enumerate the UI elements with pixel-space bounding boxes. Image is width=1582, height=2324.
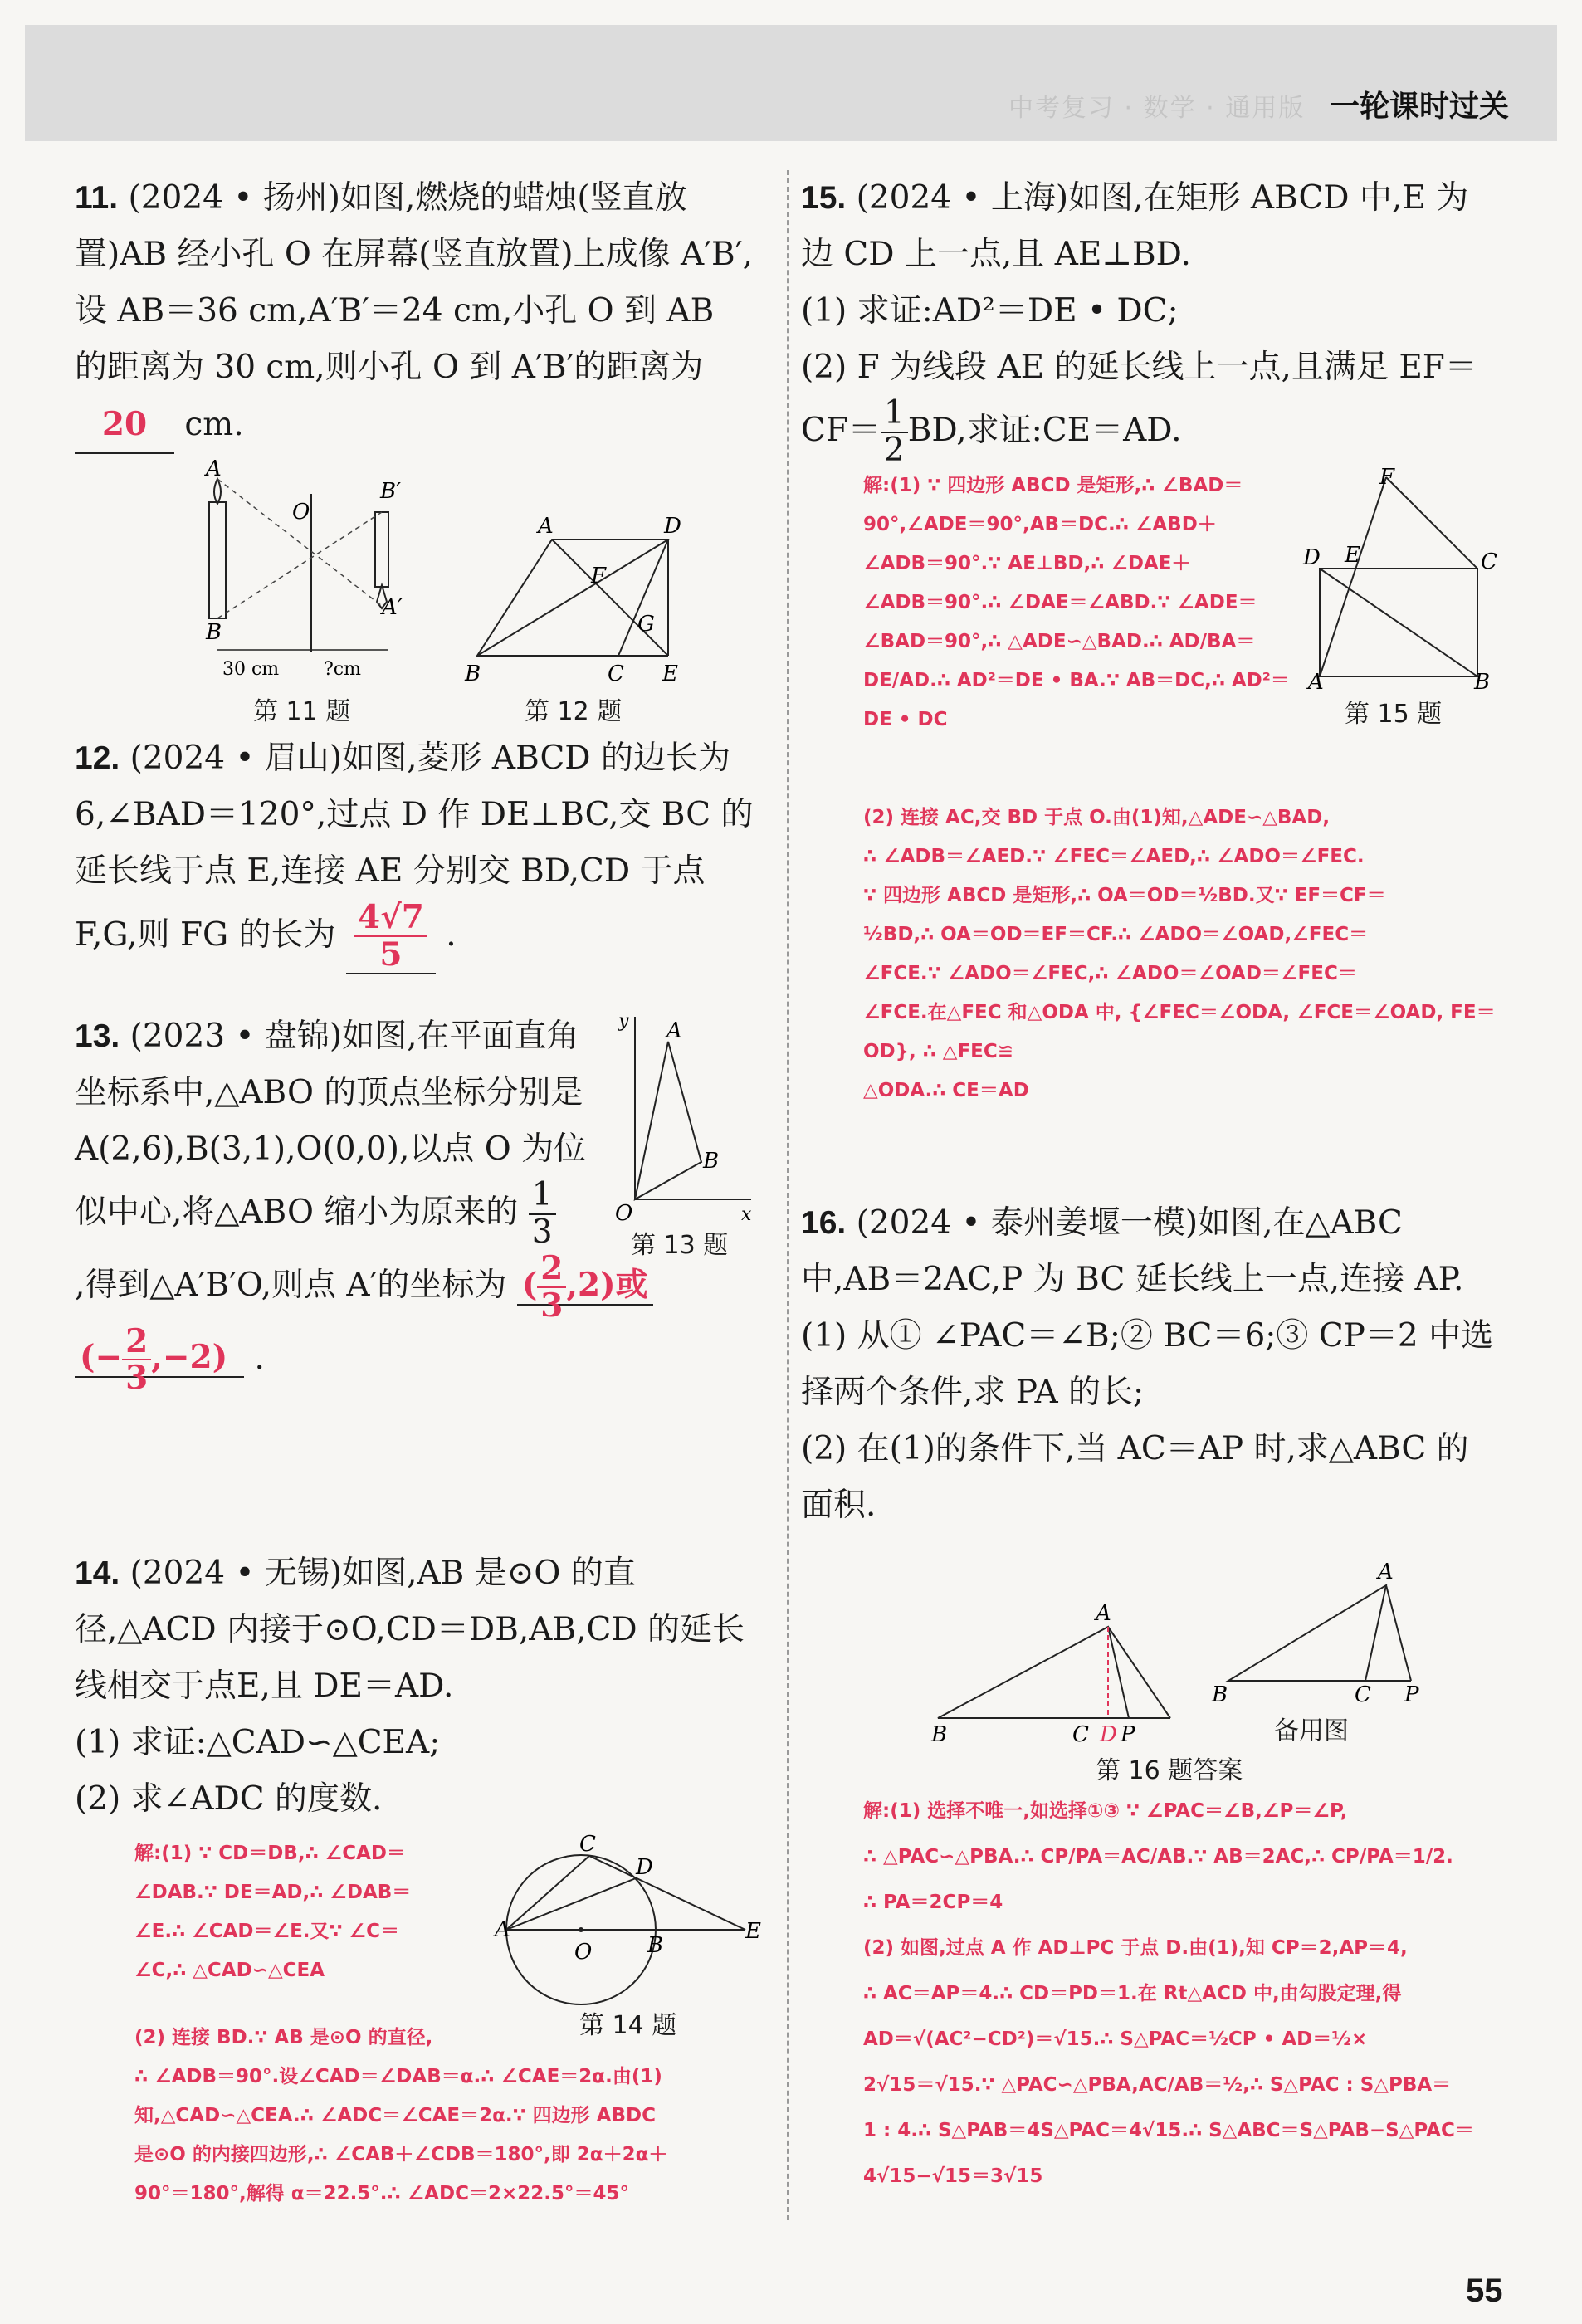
label-b: B [465, 662, 481, 686]
figure-caption-q11: 第 11 题 [253, 697, 351, 726]
label-d: D [1303, 545, 1321, 570]
label-c: C [1355, 1682, 1371, 1707]
answer-rest: ,2 [566, 1265, 601, 1304]
label-a: A [1308, 670, 1324, 695]
figure-caption-q12: 第 12 题 [525, 697, 623, 726]
solution-line: ∠E.∴ ∠CAD＝∠E.又∵ ∠C＝ [134, 1921, 400, 1942]
solution-line: 解:(1) 选择不唯一,如选择①③ ∵ ∠PAC＝∠B,∠P＝∠P, [863, 1800, 1348, 1822]
solution-q16 [863, 1789, 1511, 2200]
question-text: (2024 • 扬州)如图,燃烧的蜡烛(竖直放置)AB 经小孔 O 在屏幕(竖直放置)上成像 A′B′,设 AB＝36 cm,A′B′＝24 cm,小孔 O 到 AB 的距离为 30 cm,则小孔 O 到 A′B′的距离为 [75, 179, 753, 386]
question-part-2: (2) 求∠ADC 的度数. [75, 1780, 383, 1818]
label-unknown-cm: ?cm [324, 659, 361, 680]
column-divider [787, 170, 789, 2220]
question-number: 14. [75, 1555, 120, 1591]
question-part-1: (1) 求证:AD²＝DE • DC; [801, 292, 1179, 330]
page-header [25, 25, 1557, 141]
label-b: B [703, 1149, 720, 1174]
answer-a-prime: ( $\frac{2}{3}$ ,2)或 [517, 1266, 653, 1306]
label-o: O [574, 1940, 593, 1965]
label-g: G [637, 612, 655, 637]
label-b-prime: B′ [380, 479, 402, 504]
figure-q12 [465, 515, 689, 689]
page-number: 55 [1466, 2273, 1503, 2309]
solution-line: (2) 连接 AC,交 BD 于点 O.由(1)知,△ADE∽△BAD, [863, 807, 1331, 828]
numerator: 1 [529, 1178, 556, 1215]
figure-caption-q16: 第 16 题答案 [1096, 1756, 1243, 1785]
answer-numerator: 4√7 [354, 900, 427, 937]
solution-line: ∠C,∴ △CAD∽△CEA [134, 1960, 325, 1981]
label-d: D [1100, 1722, 1117, 1747]
label-d: D [664, 514, 681, 539]
question-part-2: (2) 在(1)的条件下,当 AC＝AP 时,求△ABC 的面积. [801, 1430, 1469, 1524]
question-number: 12. [75, 740, 120, 776]
answer-a-prime-2: (− $\frac{2}{3}$ ,−2) [75, 1338, 244, 1378]
label-b: B [647, 1933, 664, 1958]
question-number: 13. [75, 1018, 120, 1054]
label-b: B [1474, 670, 1491, 695]
solution-line: 2√15＝√15.∵ △PAC∽△PBA,AC/AB＝½,∴ S△PAC : S△PBA＝ [863, 2074, 1452, 2096]
solution-line: 90°＝180°,解得 α＝22.5°.∴ ∠ADC＝2×22.5°＝45° [134, 2183, 629, 2204]
solution-line: △ODA.∴ CE＝AD [863, 1080, 1029, 1101]
solution-line: 1 : 4.∴ S△PAB＝4S△PAC＝4√15.∴ S△ABC＝S△PAB−S△PAC＝ [863, 2120, 1474, 2141]
question-12: 12. (2024 • 眉山)如图,菱形 ABCD 的边长为 6,∠BAD＝120°,过点 D 作 DE⊥BC,交 BC 的延长线于点 E,连接 AE 分别交 BD,CD 于点 F,G,则 FG 的长为 $\frac{4√7}{5}$ . [75, 740, 754, 974]
solution-line: 解:(1) ∵ CD＝DB,∴ ∠CAD＝ [134, 1843, 406, 1864]
question-14 [75, 1545, 755, 1828]
answer-fraction [346, 900, 436, 974]
figure-caption-q14: 第 14 题 [579, 2011, 677, 2040]
answer-or: 或 [615, 1265, 648, 1304]
numerator: 2 [537, 1251, 566, 1288]
label-a: A [206, 456, 222, 481]
solution-line: DE/AD.∴ AD²＝DE • BA.∵ AB＝DC,∴ AD²＝ [863, 670, 1290, 691]
solution-line: ∴ ∠ADB＝∠AED.∵ ∠FEC＝∠AED,∴ ∠ADO＝∠FEC. [863, 846, 1365, 867]
header-faint-title: 中考复习 · 数学 · 通用版 [1008, 94, 1306, 123]
label-b: B [206, 620, 222, 645]
header-section-tag: 一轮课时过关 [1330, 90, 1510, 124]
figure-caption-q15: 第 15 题 [1345, 700, 1443, 729]
answer-rest: ,−2 [151, 1338, 212, 1377]
figure-q11 [191, 456, 407, 693]
label-y: y [618, 1011, 629, 1032]
question-16 [801, 1195, 1498, 1534]
solution-line: ∠ADB＝90°.∴ ∠DAE＝∠ABD.∵ ∠ADE＝ [863, 592, 1257, 613]
numerator: 2 [122, 1324, 151, 1361]
question-15 [801, 170, 1498, 469]
solution-line: ∴ AC＝AP＝4.∴ CD＝PD＝1.在 Rt△ACD 中,由勾股定理,得 [863, 1983, 1402, 2004]
label-e: E [662, 662, 678, 686]
figure-q16 [921, 1560, 1453, 1751]
denominator: 3 [531, 1213, 553, 1251]
question-text-b: ,得到△A′B′O,则点 A′的坐标为 [75, 1266, 507, 1304]
label-b: B [1212, 1682, 1228, 1707]
question-number: 16. [801, 1205, 847, 1241]
label-p: P [1404, 1682, 1419, 1707]
answer-blank: 20 [75, 396, 174, 454]
solution-line: ∠FCE.在△FEC 和△ODA 中, {∠FEC＝∠ODA, ∠FCE＝∠OAD, FE＝OD}, ∴ △FEC≌ [863, 1002, 1496, 1062]
label-a-prime: A′ [382, 595, 403, 620]
solution-q14-top [134, 1834, 500, 1990]
label-x: x [741, 1204, 752, 1225]
question-text: (2023 • 盘锦)如图,在平面直角坐标系中,△ABO 的顶点坐标分别是 A(2,6),B(3,1),O(0,0),以点 O 为位似中心,将△ABO 缩小为原来的 [75, 1018, 587, 1231]
figure2-caption-q16: 备用图 [1274, 1716, 1349, 1745]
question-text: (2024 • 上海)如图,在矩形 ABCD 中,E 为边 CD 上一点,且 AE⊥BD. [801, 179, 1469, 273]
figure-q13 [610, 1008, 759, 1224]
solution-line: ∠BAD＝90°,∴ △ADE∽△BAD.∴ AD/BA＝ [863, 631, 1256, 652]
label-a: A [538, 514, 554, 539]
solution-q15-top [863, 466, 1303, 740]
solution-line: (2) 连接 BD.∵ AB 是⊙O 的直径, [134, 2027, 433, 2048]
question-number: 11. [75, 180, 119, 216]
denominator: 3 [540, 1286, 564, 1325]
label-f: F [1379, 465, 1395, 490]
figure-q14 [496, 1826, 770, 2009]
label-a: A [495, 1917, 510, 1942]
label-p: P [1121, 1722, 1135, 1747]
question-text: (2024 • 无锡)如图,AB 是⊙O 的直径,△ACD 内接于⊙O,CD＝DB,AB,CD 的延长线相交于点E,且 DE＝AD. [75, 1555, 745, 1705]
label-a: A [666, 1018, 682, 1043]
label-e: E [745, 1919, 761, 1944]
solution-line: ∠ADB＝90°.∵ AE⊥BD,∴ ∠DAE＋ [863, 553, 1191, 574]
label-d: D [636, 1855, 653, 1880]
solution-line: (2) 如图,过点 A 作 AD⊥PC 于点 D.由(1),知 CP＝2,AP＝4, [863, 1937, 1408, 1959]
question-text: (2024 • 泰州姜堰一模)如图,在△ABC 中,AB＝2AC,P 为 BC 延长线上一点,连接 AP. [801, 1204, 1464, 1298]
solution-q15-bottom [863, 798, 1511, 1111]
solution-line: ∴ ∠ADB＝90°.设∠CAD＝∠DAB＝α.∴ ∠CAE＝2α.由(1) [134, 2066, 662, 2087]
fraction-half [881, 396, 908, 469]
solution-q14-bottom [134, 2019, 774, 2214]
question-part-1: (1) 从① ∠PAC＝∠B;② BC＝6;③ CP＝2 中选择两个条件,求 PA 的长; [801, 1317, 1494, 1411]
question-number: 15. [801, 180, 847, 216]
solution-line: AD＝√(AC²−CD²)＝√15.∴ S△PAC＝½CP • AD＝½× [863, 2029, 1368, 2050]
solution-line: 4√15−√15＝3√15 [863, 2165, 1043, 2187]
figure-caption-q13: 第 13 题 [631, 1231, 729, 1260]
question-text: (2024 • 眉山)如图,菱形 ABCD 的边长为 6,∠BAD＝120°,过点 D 作 DE⊥BC,交 BC 的延长线于点 E,连接 AE 分别交 BD,CD 于点 F,G,则 FG 的长为 [75, 740, 754, 954]
solution-line: ∴ PA＝2CP＝4 [863, 1892, 1003, 1913]
solution-line: 知,△CAD∽△CEA.∴ ∠ADC＝∠CAE＝2α.∵ 四边形 ABDC [134, 2105, 656, 2126]
solution-line: ∠DAB.∵ DE＝AD,∴ ∠DAB＝ [134, 1882, 412, 1903]
answer-denominator: 5 [379, 935, 403, 974]
solution-line: 90°,∠ADE＝90°,AB＝DC.∴ ∠ABD＋ [863, 514, 1217, 535]
label-a: A [1096, 1601, 1111, 1626]
label-30cm: 30 cm [222, 659, 280, 680]
label-o: O [292, 500, 310, 525]
question-part-1: (1) 求证:△CAD∽△CEA; [75, 1724, 441, 1761]
solution-line: 是⊙O 的内接四边形,∴ ∠CAB＋∠CDB＝180°,即 2α＋2α＋ [134, 2144, 668, 2165]
label-c: C [1072, 1722, 1089, 1747]
question-13: 13. (2023 • 盘锦)如图,在平面直角坐标系中,△ABO 的顶点坐标分别是 A(2,6),B(3,1),O(0,0),以点 O 为位似中心,将△ABO 缩小为原来的 $\frac{1}{3}$ ,得到△A′B′O,则点 A′的坐标为 ( $\frac{2}{3}$ ,2)或 (− $\frac{2}{3}$ ,−2) . [75, 1008, 755, 1396]
label-f: F [591, 564, 607, 588]
solution-line: ½BD,∴ OA＝OD＝EF＝CF.∴ ∠ADO＝∠OAD,∠FEC＝ [863, 924, 1369, 945]
unit-text: cm. [184, 406, 244, 443]
question-11 [75, 170, 755, 454]
question-part-2: (2) F 为线段 AE 的延长线上一点,且满足 EF＝CF＝ [801, 349, 1477, 449]
solution-line: ∠FCE.∵ ∠ADO＝∠FEC,∴ ∠ADO＝∠OAD＝∠FEC＝ [863, 963, 1357, 984]
denominator: 2 [883, 431, 905, 469]
label-c: C [1481, 549, 1497, 574]
fraction-one-third [529, 1178, 556, 1251]
solution-line: ∴ △PAC∽△PBA.∴ CP/PA＝AC/AB.∵ AB＝2AC,∴ CP/PA＝1/2. [863, 1846, 1453, 1868]
solution-line: 解:(1) ∵ 四边形 ABCD 是矩形,∴ ∠BAD＝ [863, 475, 1243, 496]
label-b: B [931, 1722, 948, 1747]
solution-line: ∵ 四边形 ABCD 是矩形,∴ OA＝OD＝½BD.又∵ EF＝CF＝ [863, 885, 1386, 906]
solution-line: DE • DC [863, 709, 948, 730]
figure-q15 [1303, 465, 1502, 695]
question-part-2-end: BD,求证:CE＝AD. [907, 411, 1182, 449]
label-c: C [608, 662, 624, 686]
numerator: 1 [881, 396, 908, 433]
label-c: C [579, 1832, 596, 1857]
label-e: E [1345, 543, 1360, 568]
label-o: O [615, 1201, 633, 1226]
label-a: A [1378, 1560, 1394, 1584]
denominator: 3 [125, 1359, 149, 1398]
